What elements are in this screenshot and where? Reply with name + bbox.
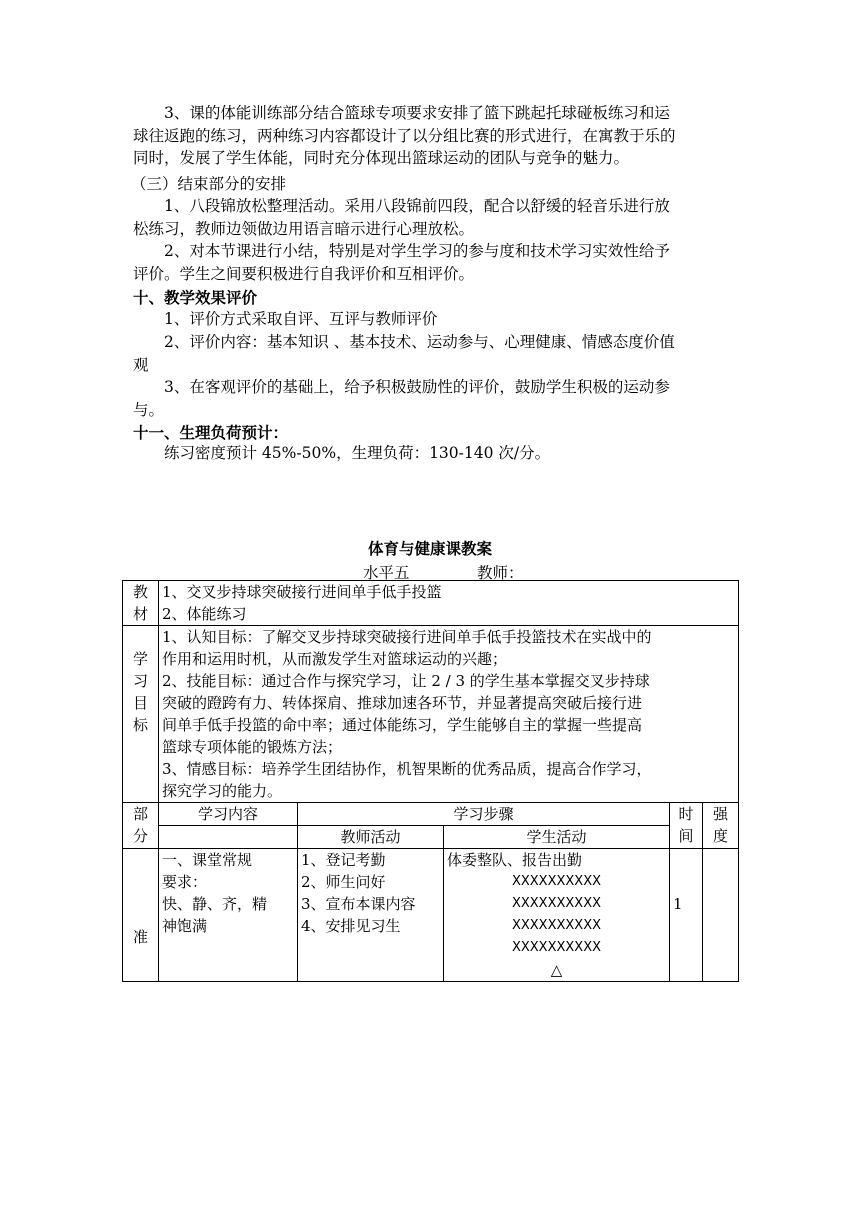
material-content [159, 581, 739, 626]
material-label [123, 581, 159, 626]
student-intro: 体委整队、报告出勤 [447, 851, 583, 869]
text-line: 观 [133, 355, 149, 374]
heading-section-11: 十一、生理负荷预计： [133, 424, 289, 442]
text-line: 2、技能目标：通过合作与探究学习，让 2 / 3 的学生基本掌握交叉步持球 [162, 672, 650, 690]
text-line: 突破的蹬跨有力、转体探肩、推球加速各环节，并显著提高突破后接行进 [162, 694, 643, 712]
text-line: 3、情感目标：培养学生团结协作，机智果断的优秀品质，提高合作学习， [162, 760, 652, 778]
formation-row: XXXXXXXXXX [511, 918, 602, 933]
table-row-objectives [123, 626, 739, 803]
text-line: 1、认知目标：了解交叉步持球突破接行进间单手低手投篮技术在实战中的 [162, 628, 652, 646]
formation-row: XXXXXXXXXX [511, 874, 602, 889]
label-char: 习 [132, 672, 148, 690]
heading-section-10: 十、教学效果评价 [133, 289, 258, 307]
text-line: 要求： [162, 873, 208, 891]
label-char: 标 [132, 716, 148, 734]
formation-row: XXXXXXXXXX [511, 896, 602, 911]
text-line: 篮球专项体能的锻炼方法； [162, 738, 343, 756]
text-line: 一、课堂常规 [162, 851, 253, 869]
text-line: 评价。学生之间要积极进行自我评价和互相评价。 [133, 264, 475, 283]
paragraph-summary [133, 240, 733, 285]
label-char: 准 [132, 928, 148, 946]
label-char: 分 [132, 827, 148, 845]
lesson-plan-table [122, 580, 739, 982]
header-student-activity: 学生活动 [444, 826, 670, 849]
time-cell: 1 [670, 849, 703, 982]
teacher-position-marker: △ [550, 961, 563, 979]
label-char: 材 [132, 605, 148, 623]
text-line: 4、安排见习生 [301, 917, 401, 935]
lesson-plan-title: 体育与健康课教案 [367, 540, 492, 558]
text-line: 2、评价内容：基本知识 、基本技术、运动参与、心理健康、情感态度价值 [164, 333, 675, 351]
text-line: 2、对本节课进行小结，特别是对学生学习的参与度和技术学习实效性给予 [164, 242, 670, 260]
label-char: 时 [678, 805, 694, 823]
text-line: 球往返跑的练习，两种练习内容都设计了以分组比赛的形式进行，在寓教于乐的 [133, 126, 676, 145]
paragraph-physical-training [133, 102, 733, 170]
formation-diagram [447, 871, 666, 981]
text-line: 1、登记考勤 [301, 851, 386, 869]
paragraph-load [133, 442, 733, 465]
header-intensity [703, 803, 739, 849]
header-teacher-activity: 教师活动 [298, 826, 444, 849]
text-line: 同时，发展了学生体能，同时充分体现出篮球运动的团队与竞争的魅力。 [133, 149, 630, 167]
student-activity-cell [444, 849, 670, 982]
label-char: 间 [678, 827, 694, 845]
header-part [123, 803, 159, 849]
label-char: 目 [132, 694, 148, 712]
text-line: 练习密度预计 45%-50%，生理负荷：130-140 次/分。 [164, 444, 551, 462]
text-line: 3、在客观评价的基础上，给予积极鼓励性的评价，鼓励学生积极的运动参 [164, 378, 670, 396]
table-row [123, 849, 739, 982]
intensity-cell [703, 849, 739, 982]
objectives-label [123, 626, 159, 803]
header-content-blank [159, 826, 298, 849]
text-line: 快、静、齐，精 [162, 895, 268, 913]
teacher-label: 教师： [477, 564, 524, 582]
paragraph-eval-3 [133, 376, 733, 421]
text-line: 1、交叉步持球突破接行进间单手低手投篮 [162, 583, 442, 601]
table-subheader-row [123, 826, 739, 849]
text-line: 2、体能练习 [162, 605, 247, 623]
level-label: 水平五 [363, 564, 410, 582]
objectives-content [159, 626, 739, 803]
text-line: 3、宣布本课内容 [301, 895, 416, 913]
label-char: 部 [132, 805, 148, 823]
table-header-row [123, 803, 739, 826]
text-line: 神饱满 [162, 917, 208, 935]
text-line: 间单手低手投篮的命中率；通过体能练习，学生能够自主的掌握一些提高 [162, 716, 643, 734]
text-line: 1、八段锦放松整理活动。采用八段锦前四段，配合以舒缓的轻音乐进行放 [164, 197, 670, 215]
header-time [670, 803, 703, 849]
paragraph-eval-2 [133, 331, 733, 376]
label-char: 教 [132, 583, 148, 601]
text-line: 作用和运用时机，从而激发学生对篮球运动的兴趣； [162, 650, 508, 668]
text-line: 与。 [133, 400, 165, 419]
text-line: 1、评价方式采取自评、互评与教师评价 [164, 310, 438, 328]
teacher-activity-cell [298, 849, 444, 982]
formation-row: XXXXXXXXXX [511, 940, 602, 955]
text-line: 3、课的体能训练部分结合篮球专项要求安排了篮下跳起托球碰板练习和运 [164, 104, 670, 122]
label-char: 强 [713, 805, 729, 823]
header-steps: 学习步骤 [298, 803, 670, 826]
header-content: 学习内容 [159, 803, 298, 826]
text-line: 松练习，教师边领做边用语言暗示进行心理放松。 [133, 219, 475, 238]
label-char: 度 [713, 827, 729, 845]
text-line: 探究学习的能力。 [162, 782, 283, 800]
paragraph-eval-1 [133, 308, 733, 331]
paragraph-baduanjin [133, 195, 733, 240]
part-cell [123, 849, 159, 982]
content-cell [159, 849, 298, 982]
text-line: 2、师生问好 [301, 873, 386, 891]
subheading-ending-part: （三）结束部分的安排 [131, 175, 287, 193]
label-char: 学 [132, 650, 148, 668]
table-row-material [123, 581, 739, 626]
